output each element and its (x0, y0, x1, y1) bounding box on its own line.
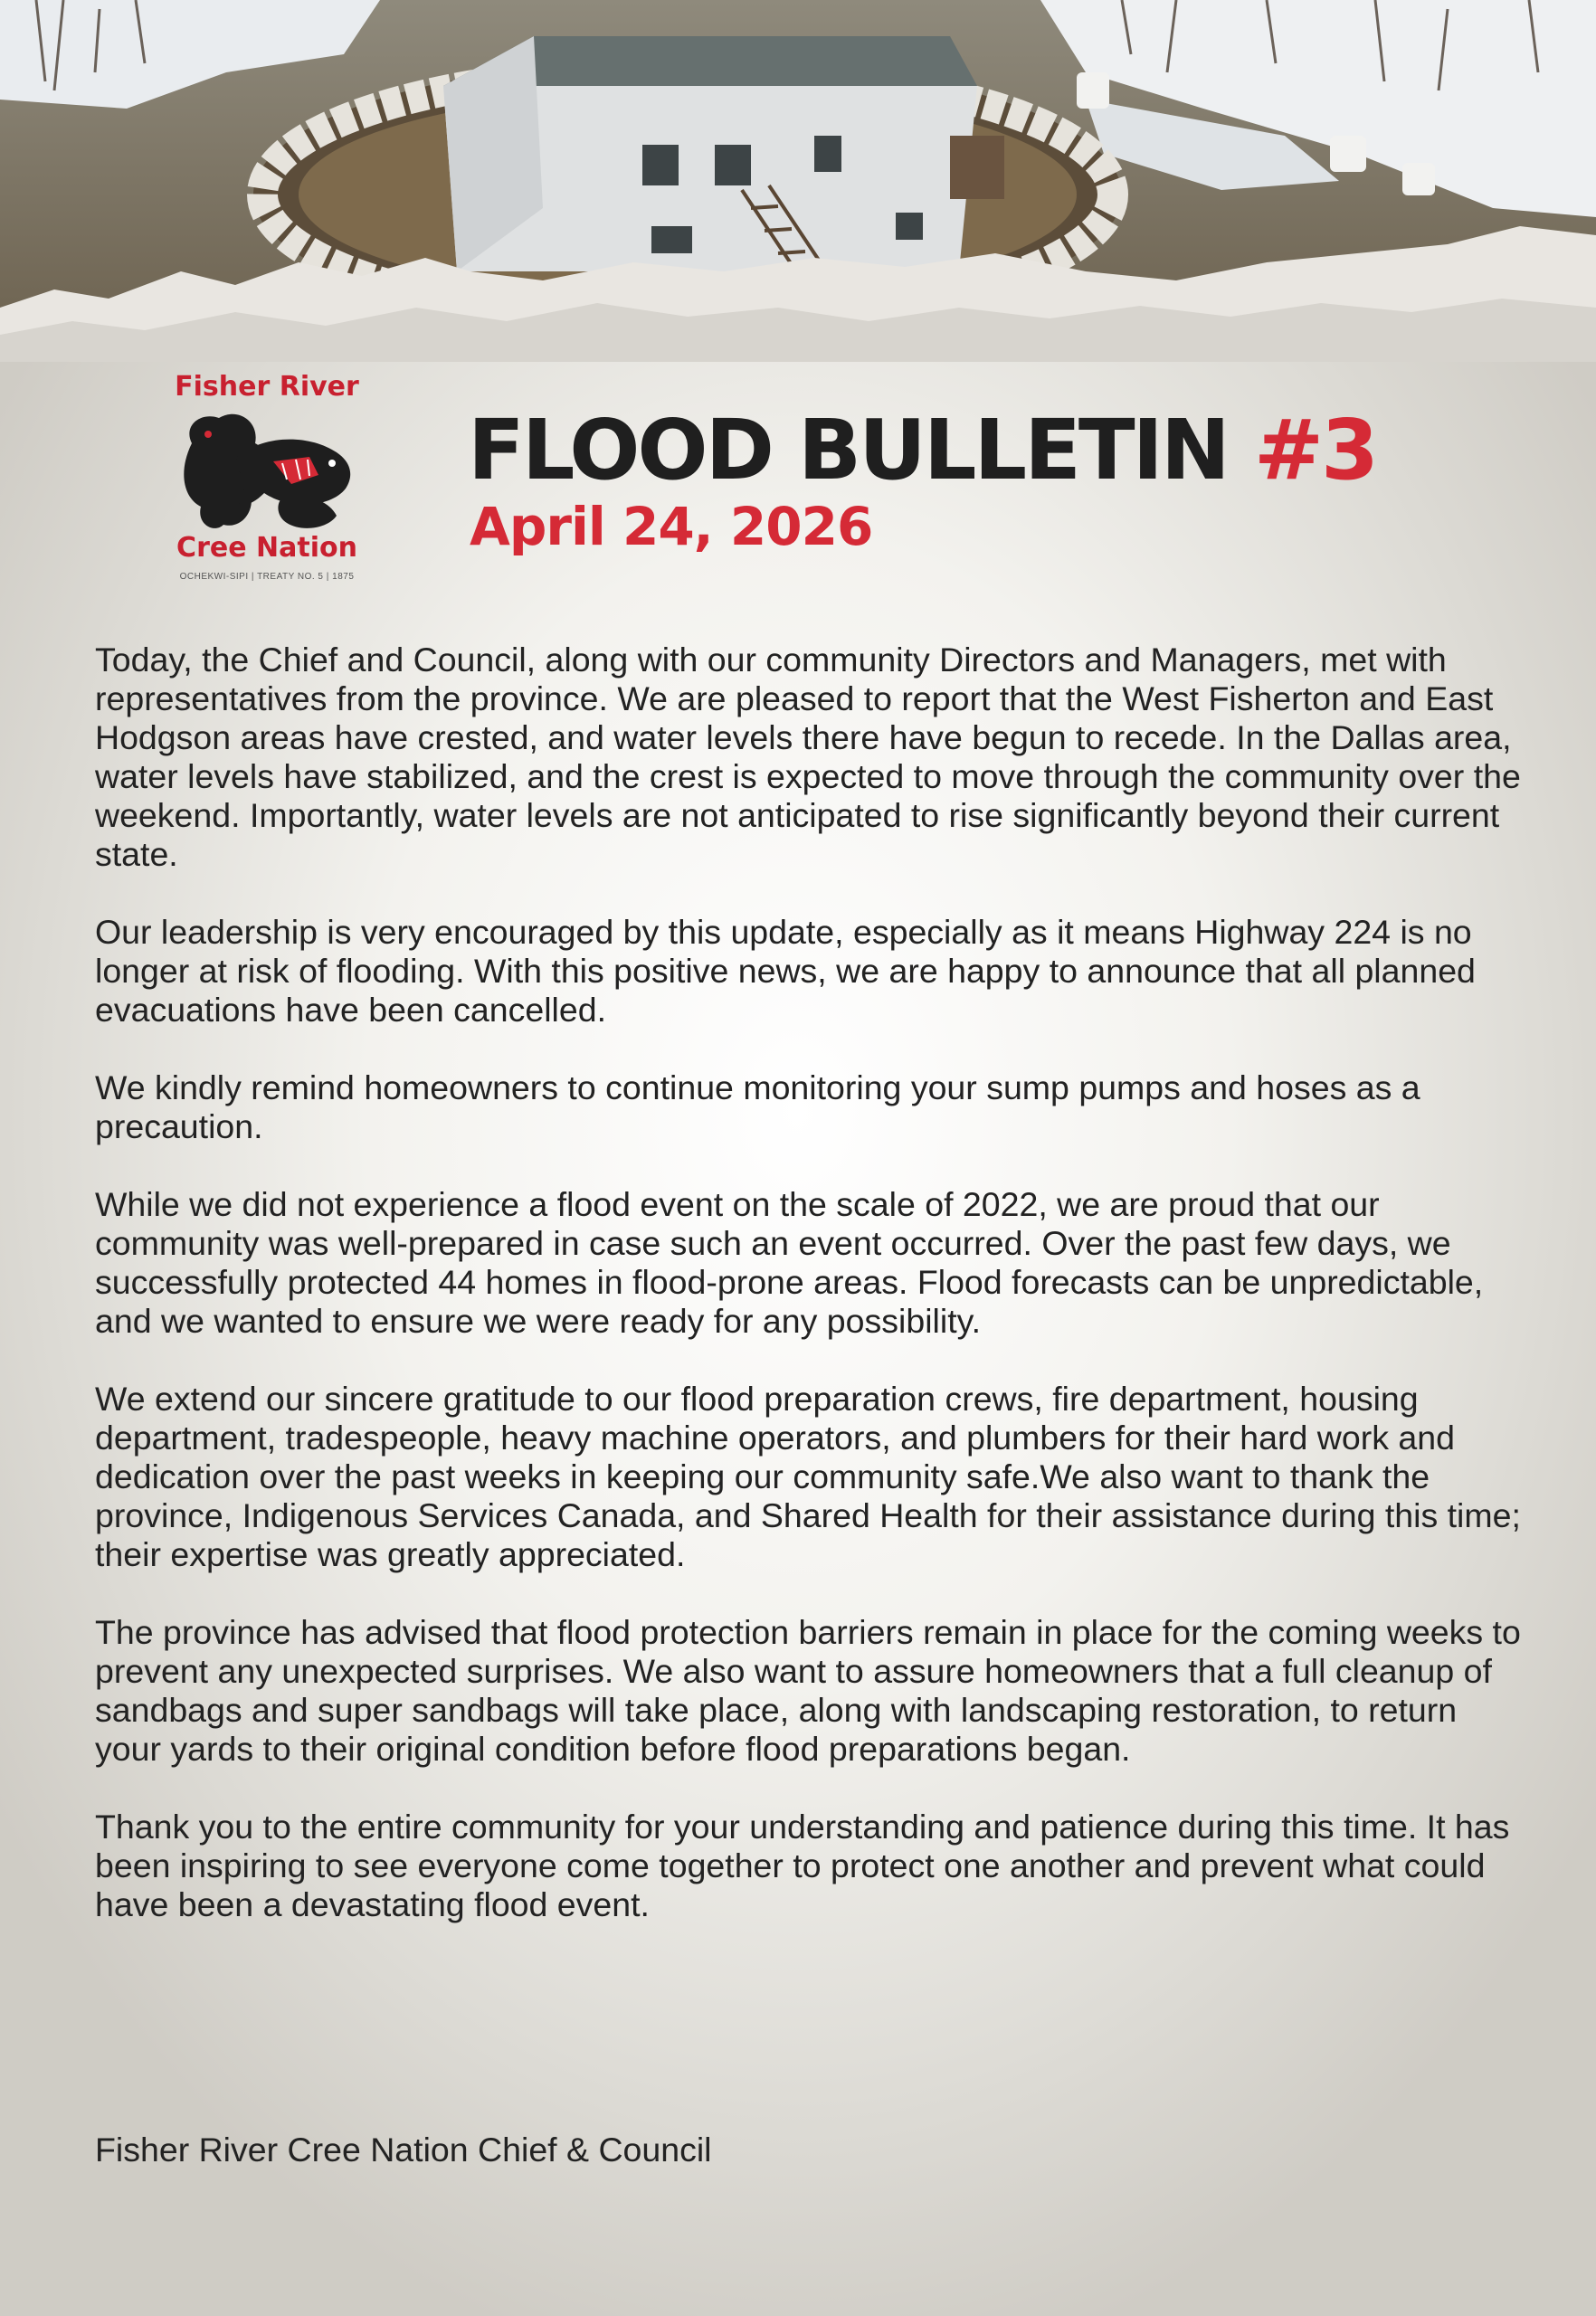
paragraph: Thank you to the entire community for your understanding and patience during this time. It has been inspiring to see everyone come together to protect one another and prevent what could have been a devastating flood event. (95, 1808, 1510, 1923)
fisher-river-logo (163, 371, 371, 588)
bulletin-title-text: FLOOD BULLETIN (468, 402, 1228, 498)
logo-subtitle: OCHEKWI-SIPI | TREATY NO. 5 | 1875 (179, 572, 355, 582)
paragraph: Our leadership is very encouraged by this update, especially as it means Highway 224 is no longer at risk of flooding. With this positive news, we are happy to announce that all planned evacuations have been cancelled. (95, 913, 1476, 1029)
logo-top-text: Fisher River (175, 371, 359, 403)
paragraph: We kindly remind homeowners to continue monitoring your sump pumps and hoses as a precaution. (95, 1068, 1420, 1145)
bulletin-date: April 24, 2026 (470, 496, 873, 557)
logo-bottom-text: Cree Nation (176, 532, 357, 564)
paragraph: We extend our sincere gratitude to our flood preparation crews, fire department, housing department, tradespeople, heavy machine operators, and plumbers for their hard work and dedication over the past weeks in keeping our community safe.We also want to thank the province, Indigenous Services Canada, and Shared Health for their assistance during this time; their expertise was greatly appreciated. (95, 1380, 1521, 1573)
bulletin-title (468, 402, 1377, 498)
bulletin-body (95, 641, 1525, 1963)
bear-fish-emblem-icon (174, 407, 360, 534)
paragraph: The province has advised that flood protection barriers remain in place for the coming weeks to prevent any unexpected surprises. We also want to assure homeowners that a full cleanup of sandbags and super sandbags will take place, along with landscaping restoration, to return your yards to their original condition before flood preparations began. (95, 1613, 1521, 1768)
header-photo (0, 0, 1596, 362)
paragraph: Today, the Chief and Council, along with our community Directors and Managers, met with representatives from the province. We are pleased to report that the West Fisherton and East Hodgson areas have crested, and water levels there have begun to recede. In the Dallas area, water levels have stabilized, and the crest is expected to move through the community over the weekend. Importantly, water levels are not anticipated to rise significantly beyond their current state. (95, 641, 1521, 873)
bulletin-number: #3 (1253, 402, 1377, 498)
signature: Fisher River Cree Nation Chief & Council (95, 2131, 712, 2169)
paragraph: While we did not experience a flood event on the scale of 2022, we are proud that our community was well-prepared in case such an event occurred. Over the past few days, we successfully protected 44 homes in flood-prone areas. Flood forecasts can be unpredictable, and we wanted to ensure we were ready for any possibility. (95, 1185, 1484, 1340)
